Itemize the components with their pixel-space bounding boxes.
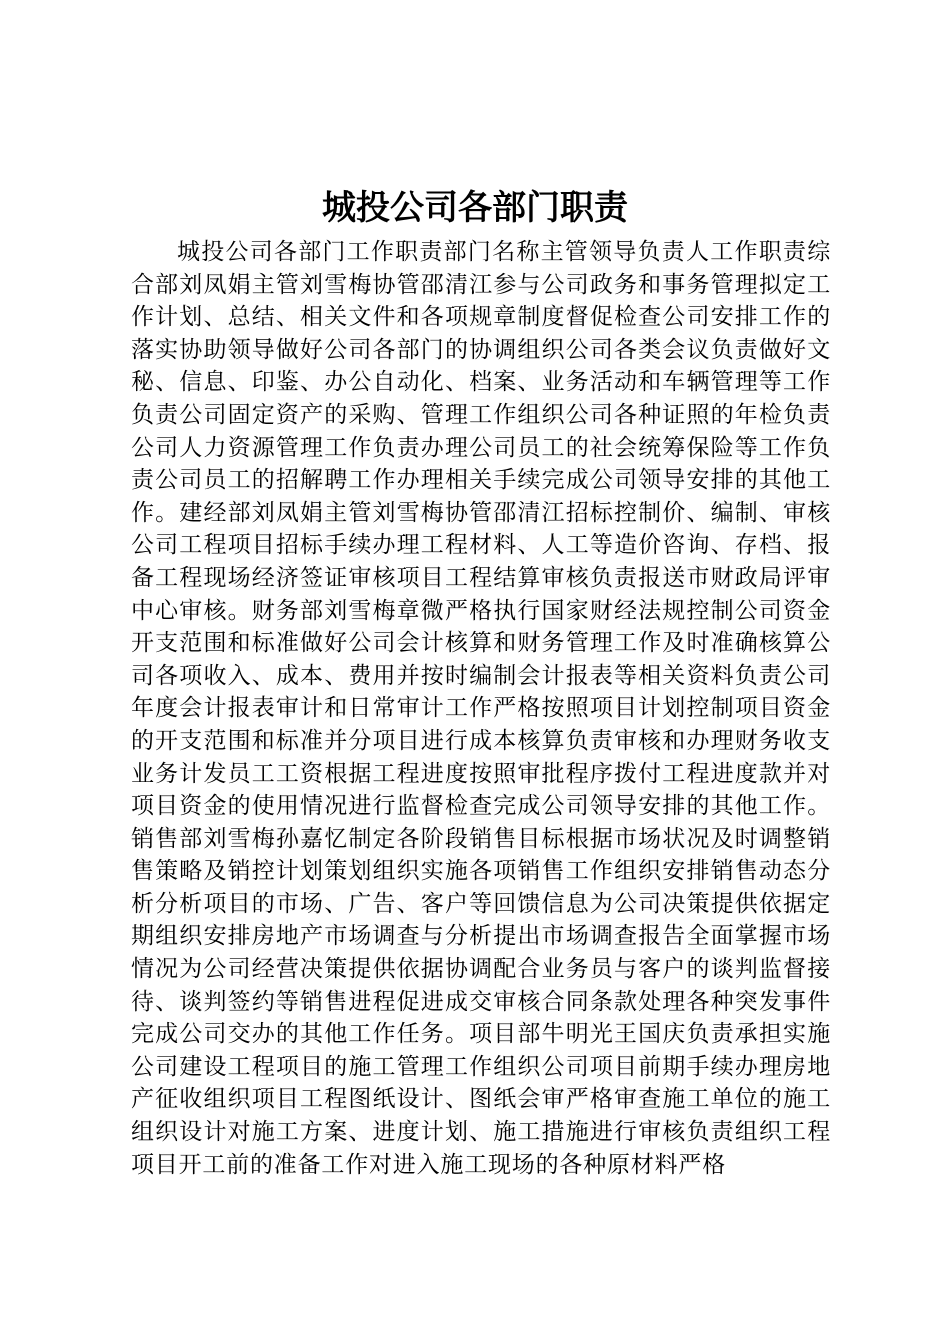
document-body-paragraph: 城投公司各部门工作职责部门名称主管领导负责人工作职责综合部刘凤娟主管刘雪梅协管邵清江参与公司政务和事务管理拟定工作计划、总结、相关文件和各项规章制度督促检查公司安排工作的落实协助领导做好公司各部门的协调组织公司各类会议负责做好文秘、信息、印鉴、办公自动化、档案、业务活动和车辆管理等工作负责公司固定资产的采购、管理工作组织公司各种证照的年检负责公司人力资源管理工作负责办理公司员工的社会统筹保险等工作负责公司员工的招解聘工作办理相关手续完成公司领导安排的其他工作。建经部刘凤娟主管刘雪梅协管邵清江招标控制价、编制、审核公司工程项目招标手续办理工程材料、人工等造价咨询、存档、报备工程现场经济签证审核项目工程结算审核负责报送市财政局评审中心审核。财务部刘雪梅章微严格执行国家财经法规控制公司资金开支范围和标准做好公司会计核算和财务管理工作及时准确核算公司各项收入、成本、费用并按时编制会计报表等相关资料负责公司年度会计报表审计和日常审计工作严格按照项目计划控制项目资金的开支范围和标准并分项目进行成本核算负责审核和办理财务收支业务计发员工工资根据工程进度按照审批程序拨付工程进度款并对项目资金的使用情况进行监督检查完成公司领导安排的其他工作。销售部刘雪梅孙嘉忆制定各阶段销售目标根据市场状况及时调整销售策略及销控计划策划组织实施各项销售工作组织安排销售动态分析分析项目的市场、广告、客户等回馈信息为公司决策提供依据定期组织安排房地产市场调查与分析提出市场调查报告全面掌握市场情况为公司经营决策提供依据协调配合业务员与客户的谈判监督接待、谈判签约等销售进程促进成交审核合同条款处理各种突发事件完成公司交办的其他工作任务。项目部牛明光王国庆负责承担实施公司建设工程项目的施工管理工作组织公司项目前期手续办理房地产征收组织项目工程图纸设计、图纸会审严格审查施工单位的施工组织设计对施工方案、进度计划、施工措施进行审核负责组织工程项目开工前的准备工作对进入施工现场的各种原材料严格 <box>131 239 831 1178</box>
document-title: 城投公司各部门职责 <box>322 188 628 228</box>
